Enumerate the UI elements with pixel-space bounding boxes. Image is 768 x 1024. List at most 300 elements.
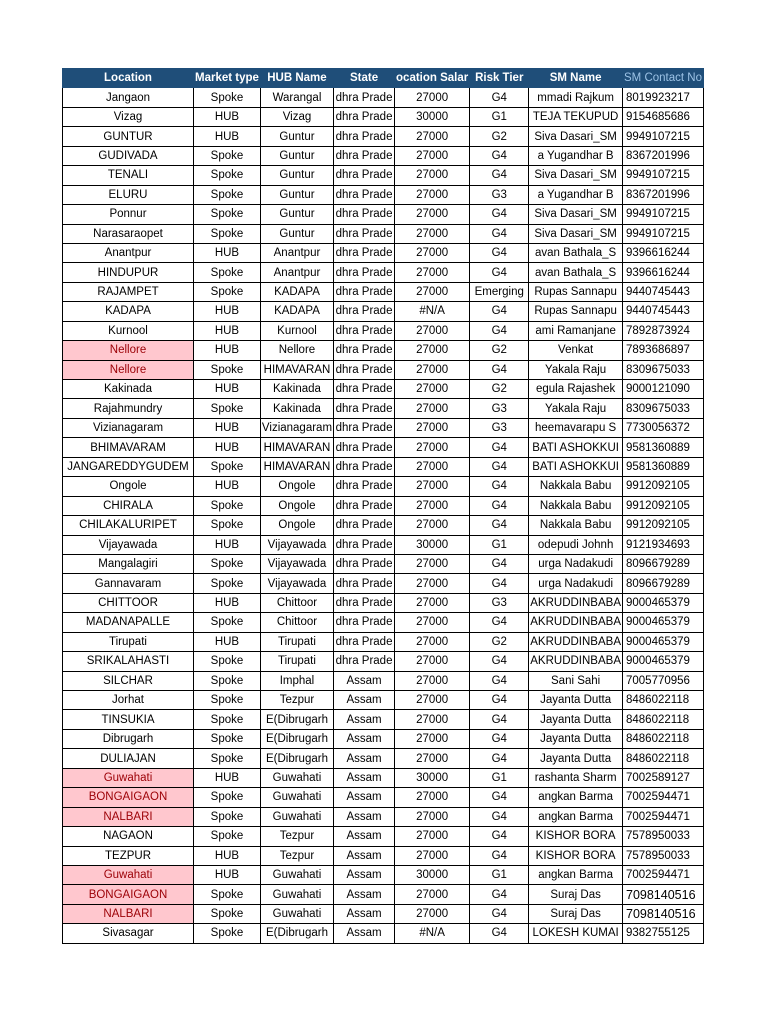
salary-cell[interactable]: 27000 — [395, 185, 470, 204]
hub-name-cell[interactable]: Vijayawada — [260, 554, 333, 573]
salary-cell[interactable]: 27000 — [395, 749, 470, 768]
sm-contact-cell[interactable]: 8096679289 — [623, 554, 704, 573]
location-cell[interactable]: GUNTUR — [63, 127, 194, 146]
state-cell[interactable]: Assam — [334, 924, 395, 943]
header-location-salary[interactable]: ocation Salar — [395, 69, 470, 88]
sm-contact-cell[interactable]: 7002594471 — [623, 788, 704, 807]
hub-name-cell[interactable]: Guntur — [260, 166, 333, 185]
market-type-cell[interactable]: HUB — [194, 477, 261, 496]
salary-cell[interactable]: 27000 — [395, 205, 470, 224]
risk-tier-cell[interactable]: G4 — [470, 263, 529, 282]
state-cell[interactable]: Assam — [334, 729, 395, 748]
market-type-cell[interactable]: Spoke — [194, 166, 261, 185]
hub-name-cell[interactable]: Kakinada — [260, 380, 333, 399]
sm-name-cell[interactable]: Siva Dasari_SM — [529, 205, 623, 224]
sm-contact-cell[interactable]: 9949107215 — [623, 166, 704, 185]
risk-tier-cell[interactable]: G4 — [470, 88, 529, 107]
state-cell[interactable]: dhra Prade — [334, 88, 395, 107]
sm-name-cell[interactable]: TEJA TEKUPUD — [529, 107, 623, 126]
hub-name-cell[interactable]: Tezpur — [260, 691, 333, 710]
location-cell[interactable]: Ongole — [63, 477, 194, 496]
risk-tier-cell[interactable]: G4 — [470, 321, 529, 340]
risk-tier-cell[interactable]: G4 — [470, 885, 529, 904]
sm-contact-cell[interactable]: 7893686897 — [623, 341, 704, 360]
location-cell[interactable]: Vizianagaram — [63, 418, 194, 437]
sm-contact-cell[interactable]: 7002594471 — [623, 865, 704, 884]
sm-contact-cell[interactable]: 7892873924 — [623, 321, 704, 340]
hub-name-cell[interactable]: Vijayawada — [260, 574, 333, 593]
salary-cell[interactable]: 30000 — [395, 535, 470, 554]
state-cell[interactable]: Assam — [334, 904, 395, 923]
risk-tier-cell[interactable]: G3 — [470, 399, 529, 418]
sm-name-cell[interactable]: angkan Barma — [529, 788, 623, 807]
sm-name-cell[interactable]: avan Bathala_S — [529, 243, 623, 262]
sm-contact-cell[interactable]: 8019923217 — [623, 88, 704, 107]
sm-contact-cell[interactable]: 9396616244 — [623, 243, 704, 262]
risk-tier-cell[interactable]: G4 — [470, 243, 529, 262]
risk-tier-cell[interactable]: G4 — [470, 205, 529, 224]
sm-name-cell[interactable]: Yakala Raju — [529, 360, 623, 379]
sm-name-cell[interactable]: AKRUDDINBABA — [529, 652, 623, 671]
state-cell[interactable]: Assam — [334, 846, 395, 865]
state-cell[interactable]: Assam — [334, 691, 395, 710]
state-cell[interactable]: dhra Prade — [334, 282, 395, 301]
hub-name-cell[interactable]: KADAPA — [260, 282, 333, 301]
risk-tier-cell[interactable]: G1 — [470, 865, 529, 884]
location-cell[interactable]: Guwahati — [63, 768, 194, 787]
salary-cell[interactable]: 27000 — [395, 146, 470, 165]
state-cell[interactable]: dhra Prade — [334, 574, 395, 593]
sm-name-cell[interactable]: Jayanta Dutta — [529, 729, 623, 748]
state-cell[interactable]: dhra Prade — [334, 516, 395, 535]
sm-name-cell[interactable]: Jayanta Dutta — [529, 710, 623, 729]
risk-tier-cell[interactable]: G2 — [470, 632, 529, 651]
sm-contact-cell[interactable]: 9440745443 — [623, 282, 704, 301]
risk-tier-cell[interactable]: G4 — [470, 457, 529, 476]
hub-name-cell[interactable]: Kakinada — [260, 399, 333, 418]
salary-cell[interactable]: 27000 — [395, 341, 470, 360]
salary-cell[interactable]: 27000 — [395, 457, 470, 476]
risk-tier-cell[interactable]: G4 — [470, 146, 529, 165]
salary-cell[interactable]: 27000 — [395, 360, 470, 379]
location-cell[interactable]: NALBARI — [63, 904, 194, 923]
location-cell[interactable]: BONGAIGAON — [63, 885, 194, 904]
header-sm-name[interactable]: SM Name — [529, 69, 623, 88]
market-type-cell[interactable]: HUB — [194, 593, 261, 612]
sm-contact-cell[interactable]: 8309675033 — [623, 360, 704, 379]
market-type-cell[interactable]: Spoke — [194, 457, 261, 476]
market-type-cell[interactable]: HUB — [194, 243, 261, 262]
sm-name-cell[interactable]: KISHOR BORA — [529, 827, 623, 846]
market-type-cell[interactable]: Spoke — [194, 729, 261, 748]
sm-name-cell[interactable]: Venkat — [529, 341, 623, 360]
hub-name-cell[interactable]: Anantpur — [260, 243, 333, 262]
market-type-cell[interactable]: HUB — [194, 302, 261, 321]
risk-tier-cell[interactable]: G4 — [470, 846, 529, 865]
market-type-cell[interactable]: HUB — [194, 535, 261, 554]
location-cell[interactable]: NAGAON — [63, 827, 194, 846]
salary-cell[interactable]: 27000 — [395, 788, 470, 807]
salary-cell[interactable]: 27000 — [395, 691, 470, 710]
sm-contact-cell[interactable]: 9121934693 — [623, 535, 704, 554]
sm-contact-cell[interactable]: 7730056372 — [623, 418, 704, 437]
salary-cell[interactable]: 27000 — [395, 282, 470, 301]
header-sm-contact[interactable]: SM Contact No — [623, 69, 704, 88]
location-cell[interactable]: RAJAMPET — [63, 282, 194, 301]
risk-tier-cell[interactable]: G4 — [470, 671, 529, 690]
market-type-cell[interactable]: Spoke — [194, 185, 261, 204]
hub-name-cell[interactable]: HIMAVARAN — [260, 438, 333, 457]
sm-name-cell[interactable]: Rupas Sannapu — [529, 282, 623, 301]
sm-contact-cell[interactable]: 9949107215 — [623, 205, 704, 224]
hub-name-cell[interactable]: E(Dibrugarh — [260, 749, 333, 768]
sm-name-cell[interactable]: AKRUDDINBABA — [529, 593, 623, 612]
salary-cell[interactable]: 27000 — [395, 224, 470, 243]
market-type-cell[interactable]: Spoke — [194, 360, 261, 379]
location-cell[interactable]: Rajahmundry — [63, 399, 194, 418]
market-type-cell[interactable]: Spoke — [194, 924, 261, 943]
sm-contact-cell[interactable]: 9912092105 — [623, 516, 704, 535]
salary-cell[interactable]: 27000 — [395, 613, 470, 632]
market-type-cell[interactable]: Spoke — [194, 574, 261, 593]
risk-tier-cell[interactable]: G4 — [470, 613, 529, 632]
sm-name-cell[interactable]: Rupas Sannapu — [529, 302, 623, 321]
risk-tier-cell[interactable]: G4 — [470, 477, 529, 496]
risk-tier-cell[interactable]: G4 — [470, 749, 529, 768]
salary-cell[interactable]: 27000 — [395, 438, 470, 457]
hub-name-cell[interactable]: Vizianagaram — [260, 418, 333, 437]
sm-name-cell[interactable]: odepudi Johnh — [529, 535, 623, 554]
salary-cell[interactable]: 27000 — [395, 632, 470, 651]
hub-name-cell[interactable]: Guwahati — [260, 807, 333, 826]
market-type-cell[interactable]: Spoke — [194, 671, 261, 690]
market-type-cell[interactable]: Spoke — [194, 146, 261, 165]
hub-name-cell[interactable]: Imphal — [260, 671, 333, 690]
sm-name-cell[interactable]: AKRUDDINBABA — [529, 632, 623, 651]
sm-contact-cell[interactable]: 7002594471 — [623, 807, 704, 826]
salary-cell[interactable]: 27000 — [395, 593, 470, 612]
state-cell[interactable]: dhra Prade — [334, 360, 395, 379]
sm-name-cell[interactable]: ami Ramanjane — [529, 321, 623, 340]
market-type-cell[interactable]: HUB — [194, 341, 261, 360]
salary-cell[interactable]: 27000 — [395, 399, 470, 418]
location-cell[interactable]: Dibrugarh — [63, 729, 194, 748]
state-cell[interactable]: dhra Prade — [334, 127, 395, 146]
state-cell[interactable]: dhra Prade — [334, 146, 395, 165]
salary-cell[interactable]: 27000 — [395, 516, 470, 535]
location-cell[interactable]: NALBARI — [63, 807, 194, 826]
sm-name-cell[interactable]: KISHOR BORA — [529, 846, 623, 865]
salary-cell[interactable]: 27000 — [395, 671, 470, 690]
sm-name-cell[interactable]: Sani Sahi — [529, 671, 623, 690]
hub-name-cell[interactable]: Guntur — [260, 224, 333, 243]
hub-name-cell[interactable]: Nellore — [260, 341, 333, 360]
hub-name-cell[interactable]: Vijayawada — [260, 535, 333, 554]
sm-name-cell[interactable]: Suraj Das — [529, 885, 623, 904]
sm-name-cell[interactable]: mmadi Rajkum — [529, 88, 623, 107]
location-cell[interactable]: Vijayawada — [63, 535, 194, 554]
sm-contact-cell[interactable]: 7578950033 — [623, 846, 704, 865]
header-risk-tier[interactable]: Risk Tier — [470, 69, 529, 88]
sm-contact-cell[interactable]: 9000465379 — [623, 632, 704, 651]
state-cell[interactable]: dhra Prade — [334, 418, 395, 437]
market-type-cell[interactable]: HUB — [194, 127, 261, 146]
sm-name-cell[interactable]: Siva Dasari_SM — [529, 166, 623, 185]
market-type-cell[interactable]: Spoke — [194, 710, 261, 729]
salary-cell[interactable]: #N/A — [395, 924, 470, 943]
sm-contact-cell[interactable]: 9912092105 — [623, 496, 704, 515]
state-cell[interactable]: Assam — [334, 865, 395, 884]
market-type-cell[interactable]: Spoke — [194, 554, 261, 573]
state-cell[interactable]: dhra Prade — [334, 205, 395, 224]
market-type-cell[interactable]: HUB — [194, 321, 261, 340]
sm-name-cell[interactable]: Siva Dasari_SM — [529, 127, 623, 146]
sm-name-cell[interactable]: Yakala Raju — [529, 399, 623, 418]
market-type-cell[interactable]: Spoke — [194, 613, 261, 632]
market-type-cell[interactable]: Spoke — [194, 788, 261, 807]
risk-tier-cell[interactable]: G4 — [470, 302, 529, 321]
sm-contact-cell[interactable]: 9396616244 — [623, 263, 704, 282]
sm-contact-cell[interactable]: 9382755125 — [623, 924, 704, 943]
state-cell[interactable]: Assam — [334, 827, 395, 846]
salary-cell[interactable]: 27000 — [395, 827, 470, 846]
hub-name-cell[interactable]: Ongole — [260, 516, 333, 535]
sm-name-cell[interactable]: BATI ASHOKKUI — [529, 457, 623, 476]
salary-cell[interactable]: 27000 — [395, 729, 470, 748]
salary-cell[interactable]: 27000 — [395, 846, 470, 865]
location-cell[interactable]: DULIAJAN — [63, 749, 194, 768]
risk-tier-cell[interactable]: G4 — [470, 807, 529, 826]
hub-name-cell[interactable]: Chittoor — [260, 613, 333, 632]
risk-tier-cell[interactable]: G4 — [470, 904, 529, 923]
sm-contact-cell[interactable]: 8486022118 — [623, 729, 704, 748]
risk-tier-cell[interactable]: G4 — [470, 438, 529, 457]
market-type-cell[interactable]: Spoke — [194, 807, 261, 826]
salary-cell[interactable]: 27000 — [395, 380, 470, 399]
sm-contact-cell[interactable]: 7098140516 — [623, 904, 704, 923]
sm-name-cell[interactable]: Jayanta Dutta — [529, 691, 623, 710]
sm-contact-cell[interactable]: 9949107215 — [623, 224, 704, 243]
location-cell[interactable]: Sivasagar — [63, 924, 194, 943]
sm-name-cell[interactable]: egula Rajashek — [529, 380, 623, 399]
risk-tier-cell[interactable]: G4 — [470, 827, 529, 846]
salary-cell[interactable]: 27000 — [395, 243, 470, 262]
risk-tier-cell[interactable]: G4 — [470, 224, 529, 243]
market-type-cell[interactable]: Spoke — [194, 88, 261, 107]
state-cell[interactable]: dhra Prade — [334, 457, 395, 476]
risk-tier-cell[interactable]: G4 — [470, 729, 529, 748]
market-type-cell[interactable]: Spoke — [194, 282, 261, 301]
location-cell[interactable]: CHIRALA — [63, 496, 194, 515]
location-cell[interactable]: Narasaraopet — [63, 224, 194, 243]
salary-cell[interactable]: 27000 — [395, 166, 470, 185]
hub-name-cell[interactable]: Guntur — [260, 205, 333, 224]
risk-tier-cell[interactable]: G4 — [470, 710, 529, 729]
sm-contact-cell[interactable]: 9000465379 — [623, 652, 704, 671]
market-type-cell[interactable]: Spoke — [194, 691, 261, 710]
salary-cell[interactable]: 30000 — [395, 107, 470, 126]
location-cell[interactable]: Nellore — [63, 360, 194, 379]
state-cell[interactable]: Assam — [334, 671, 395, 690]
salary-cell[interactable]: 27000 — [395, 496, 470, 515]
salary-cell[interactable]: 27000 — [395, 321, 470, 340]
state-cell[interactable]: dhra Prade — [334, 380, 395, 399]
risk-tier-cell[interactable]: G4 — [470, 496, 529, 515]
hub-name-cell[interactable]: Guwahati — [260, 788, 333, 807]
state-cell[interactable]: dhra Prade — [334, 107, 395, 126]
sm-name-cell[interactable]: Nakkala Babu — [529, 516, 623, 535]
salary-cell[interactable]: 27000 — [395, 885, 470, 904]
state-cell[interactable]: dhra Prade — [334, 632, 395, 651]
sm-name-cell[interactable]: Siva Dasari_SM — [529, 224, 623, 243]
location-cell[interactable]: TEZPUR — [63, 846, 194, 865]
hub-name-cell[interactable]: Vizag — [260, 107, 333, 126]
sm-name-cell[interactable]: urga Nadakudi — [529, 554, 623, 573]
risk-tier-cell[interactable]: G1 — [470, 535, 529, 554]
location-cell[interactable]: CHITTOOR — [63, 593, 194, 612]
sm-contact-cell[interactable]: 8486022118 — [623, 710, 704, 729]
sm-contact-cell[interactable]: 9154685686 — [623, 107, 704, 126]
location-cell[interactable]: TINSUKIA — [63, 710, 194, 729]
salary-cell[interactable]: 30000 — [395, 768, 470, 787]
risk-tier-cell[interactable]: G4 — [470, 924, 529, 943]
location-cell[interactable]: Jangaon — [63, 88, 194, 107]
sm-contact-cell[interactable]: 9440745443 — [623, 302, 704, 321]
hub-name-cell[interactable]: E(Dibrugarh — [260, 710, 333, 729]
location-cell[interactable]: CHILAKALURIPET — [63, 516, 194, 535]
hub-name-cell[interactable]: KADAPA — [260, 302, 333, 321]
hub-name-cell[interactable]: Kurnool — [260, 321, 333, 340]
header-hub-name[interactable]: HUB Name — [260, 69, 333, 88]
salary-cell[interactable]: 27000 — [395, 477, 470, 496]
risk-tier-cell[interactable]: G2 — [470, 380, 529, 399]
sm-contact-cell[interactable]: 8486022118 — [623, 749, 704, 768]
market-type-cell[interactable]: Spoke — [194, 399, 261, 418]
hub-name-cell[interactable]: Guwahati — [260, 865, 333, 884]
sm-contact-cell[interactable]: 9581360889 — [623, 438, 704, 457]
location-cell[interactable]: ELURU — [63, 185, 194, 204]
sm-contact-cell[interactable]: 8367201996 — [623, 146, 704, 165]
location-cell[interactable]: Tirupati — [63, 632, 194, 651]
market-type-cell[interactable]: Spoke — [194, 652, 261, 671]
state-cell[interactable]: dhra Prade — [334, 185, 395, 204]
sm-name-cell[interactable]: BATI ASHOKKUI — [529, 438, 623, 457]
sm-name-cell[interactable]: a Yugandhar B — [529, 185, 623, 204]
state-cell[interactable]: dhra Prade — [334, 535, 395, 554]
hub-name-cell[interactable]: Tirupati — [260, 652, 333, 671]
sm-contact-cell[interactable]: 9949107215 — [623, 127, 704, 146]
salary-cell[interactable]: 27000 — [395, 904, 470, 923]
header-location[interactable]: Location — [63, 69, 194, 88]
hub-name-cell[interactable]: Chittoor — [260, 593, 333, 612]
sm-name-cell[interactable]: LOKESH KUMAI — [529, 924, 623, 943]
hub-name-cell[interactable]: Tezpur — [260, 827, 333, 846]
sm-contact-cell[interactable]: 7002589127 — [623, 768, 704, 787]
sm-name-cell[interactable]: angkan Barma — [529, 807, 623, 826]
hub-name-cell[interactable]: Ongole — [260, 477, 333, 496]
sm-name-cell[interactable]: Jayanta Dutta — [529, 749, 623, 768]
location-cell[interactable]: HINDUPUR — [63, 263, 194, 282]
risk-tier-cell[interactable]: G4 — [470, 574, 529, 593]
risk-tier-cell[interactable]: G3 — [470, 593, 529, 612]
hub-name-cell[interactable]: HIMAVARAN — [260, 360, 333, 379]
state-cell[interactable]: dhra Prade — [334, 263, 395, 282]
state-cell[interactable]: dhra Prade — [334, 341, 395, 360]
sm-contact-cell[interactable]: 9000121090 — [623, 380, 704, 399]
market-type-cell[interactable]: Spoke — [194, 749, 261, 768]
state-cell[interactable]: dhra Prade — [334, 613, 395, 632]
sm-name-cell[interactable]: rashanta Sharm — [529, 768, 623, 787]
hub-name-cell[interactable]: Guntur — [260, 127, 333, 146]
sm-name-cell[interactable]: Suraj Das — [529, 904, 623, 923]
salary-cell[interactable]: 27000 — [395, 418, 470, 437]
risk-tier-cell[interactable]: G4 — [470, 360, 529, 379]
sm-contact-cell[interactable]: 8486022118 — [623, 691, 704, 710]
location-cell[interactable]: Kurnool — [63, 321, 194, 340]
risk-tier-cell[interactable]: G2 — [470, 127, 529, 146]
state-cell[interactable]: dhra Prade — [334, 438, 395, 457]
market-type-cell[interactable]: Spoke — [194, 885, 261, 904]
hub-name-cell[interactable]: E(Dibrugarh — [260, 729, 333, 748]
location-cell[interactable]: JANGAREDDYGUDEM — [63, 457, 194, 476]
market-type-cell[interactable]: Spoke — [194, 224, 261, 243]
hub-name-cell[interactable]: Tezpur — [260, 846, 333, 865]
location-cell[interactable]: BHIMAVARAM — [63, 438, 194, 457]
risk-tier-cell[interactable]: G1 — [470, 768, 529, 787]
sm-name-cell[interactable]: heemavarapu S — [529, 418, 623, 437]
risk-tier-cell[interactable]: G4 — [470, 652, 529, 671]
state-cell[interactable]: dhra Prade — [334, 554, 395, 573]
state-cell[interactable]: dhra Prade — [334, 652, 395, 671]
market-type-cell[interactable]: Spoke — [194, 205, 261, 224]
location-cell[interactable]: Guwahati — [63, 865, 194, 884]
sm-contact-cell[interactable]: 9000465379 — [623, 613, 704, 632]
sm-name-cell[interactable]: a Yugandhar B — [529, 146, 623, 165]
location-cell[interactable]: Vizag — [63, 107, 194, 126]
state-cell[interactable]: dhra Prade — [334, 224, 395, 243]
market-type-cell[interactable]: HUB — [194, 632, 261, 651]
market-type-cell[interactable]: HUB — [194, 418, 261, 437]
salary-cell[interactable]: 27000 — [395, 574, 470, 593]
state-cell[interactable]: dhra Prade — [334, 166, 395, 185]
salary-cell[interactable]: 27000 — [395, 263, 470, 282]
location-cell[interactable]: Gannavaram — [63, 574, 194, 593]
hub-name-cell[interactable]: Ongole — [260, 496, 333, 515]
location-cell[interactable]: TENALI — [63, 166, 194, 185]
sm-contact-cell[interactable]: 8096679289 — [623, 574, 704, 593]
location-cell[interactable]: GUDIVADA — [63, 146, 194, 165]
location-cell[interactable]: Nellore — [63, 341, 194, 360]
market-type-cell[interactable]: HUB — [194, 846, 261, 865]
risk-tier-cell[interactable]: G4 — [470, 691, 529, 710]
risk-tier-cell[interactable]: G3 — [470, 185, 529, 204]
market-type-cell[interactable]: HUB — [194, 107, 261, 126]
header-state[interactable]: State — [334, 69, 395, 88]
market-type-cell[interactable]: HUB — [194, 438, 261, 457]
location-cell[interactable]: Mangalagiri — [63, 554, 194, 573]
header-market-type[interactable]: Market type — [194, 69, 261, 88]
state-cell[interactable]: dhra Prade — [334, 477, 395, 496]
salary-cell[interactable]: 27000 — [395, 127, 470, 146]
hub-name-cell[interactable]: Guwahati — [260, 768, 333, 787]
state-cell[interactable]: Assam — [334, 885, 395, 904]
location-cell[interactable]: SRIKALAHASTI — [63, 652, 194, 671]
state-cell[interactable]: dhra Prade — [334, 321, 395, 340]
location-cell[interactable]: Anantpur — [63, 243, 194, 262]
market-type-cell[interactable]: Spoke — [194, 496, 261, 515]
state-cell[interactable]: Assam — [334, 807, 395, 826]
hub-name-cell[interactable]: Anantpur — [260, 263, 333, 282]
